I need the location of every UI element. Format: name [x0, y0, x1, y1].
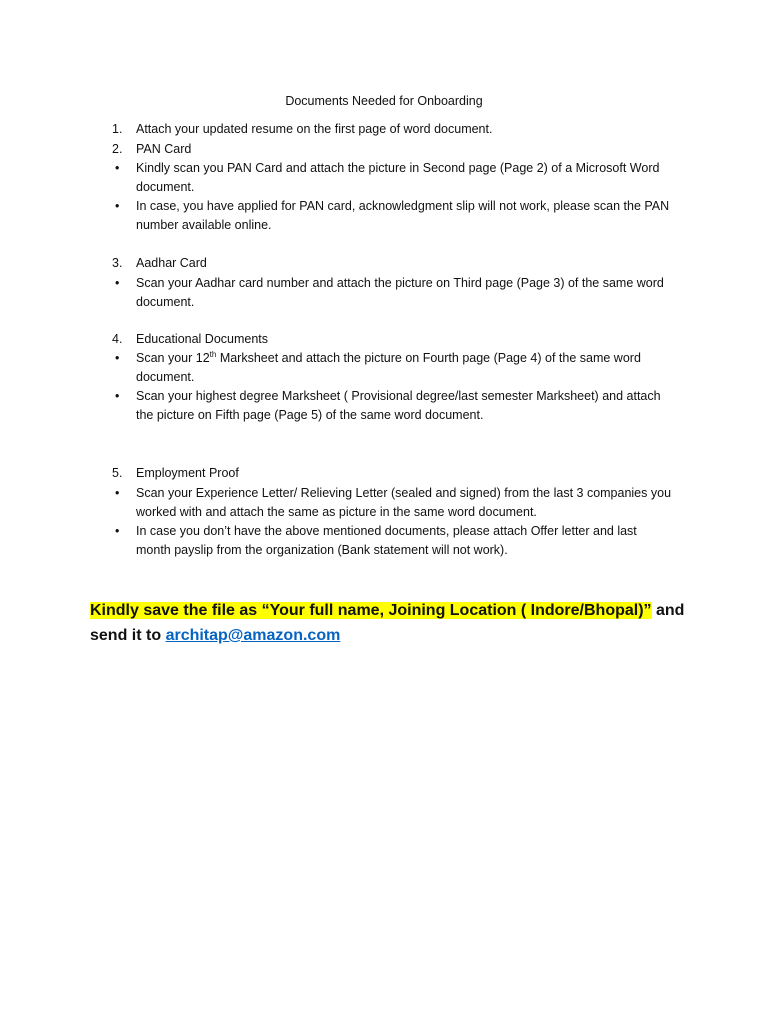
- list-number-1: 1.: [112, 122, 123, 136]
- send-instruction: [90, 625, 340, 647]
- bullet-icon: •: [115, 276, 120, 290]
- email-link[interactable]: architap@amazon.com: [165, 627, 341, 644]
- list-item-pan-card: PAN Card: [136, 142, 192, 156]
- bullet-text: Scan your highest degree Marksheet ( Provisional degree/last semester Marksheet) and attach: [136, 389, 661, 403]
- list-item-educational-documents: Educational Documents: [136, 332, 269, 346]
- bullet-icon: •: [115, 486, 120, 500]
- list-number-5: 5.: [112, 466, 123, 480]
- bullet-text: [136, 350, 641, 366]
- send-prefix: send it to: [90, 627, 166, 644]
- list-number-2: 2.: [112, 142, 123, 156]
- bullet-text: document.: [136, 180, 195, 194]
- list-number-4: 4.: [112, 332, 123, 346]
- list-item-resume: Attach your updated resume on the first page of word document.: [136, 122, 493, 136]
- bullet-text: document.: [136, 295, 195, 309]
- bullet-text: the picture on Fifth page (Page 5) of the same word document.: [136, 408, 484, 422]
- bullet-text: Kindly scan you PAN Card and attach the picture in Second page (Page 2) of a Microsoft Word: [136, 161, 660, 175]
- bullet-text: number available online.: [136, 218, 272, 232]
- list-item-employment-proof: Employment Proof: [136, 466, 239, 480]
- bullet-text-part: Scan your 12: [136, 351, 210, 365]
- bullet-text: month payslip from the organization (Bank statement will not work).: [136, 543, 508, 557]
- instruction-tail: and: [651, 602, 685, 619]
- bullet-icon: •: [115, 389, 120, 403]
- bullet-text: Scan your Experience Letter/ Relieving Letter (sealed and signed) from the last 3 companies you: [136, 486, 672, 500]
- bullet-text-part: Marksheet and attach the picture on Fourth page (Page 4) of the same word: [216, 351, 641, 365]
- bullet-icon: •: [115, 351, 120, 365]
- bullet-text: Scan your Aadhar card number and attach the picture on Third page (Page 3) of the same word: [136, 276, 664, 290]
- list-number-3: 3.: [112, 256, 123, 270]
- bullet-text: document.: [136, 370, 195, 384]
- bullet-icon: •: [115, 199, 120, 213]
- bullet-icon: •: [115, 524, 120, 538]
- highlighted-instruction: Kindly save the file as “Your full name, Joining Location ( Indore/Bhopal)”: [90, 602, 652, 619]
- bullet-icon: •: [115, 161, 120, 175]
- save-instruction: [90, 600, 684, 622]
- list-item-aadhar-card: Aadhar Card: [136, 256, 207, 270]
- superscript-th: th: [209, 349, 217, 359]
- bullet-text: In case, you have applied for PAN card, acknowledgment slip will not work, please scan the PAN: [136, 199, 670, 213]
- bullet-text: In case you don’t have the above mentioned documents, please attach Offer letter and last: [136, 524, 637, 538]
- document-title: Documents Needed for Onboarding: [285, 94, 483, 108]
- bullet-text: worked with and attach the same as picture in the same word document.: [136, 505, 537, 519]
